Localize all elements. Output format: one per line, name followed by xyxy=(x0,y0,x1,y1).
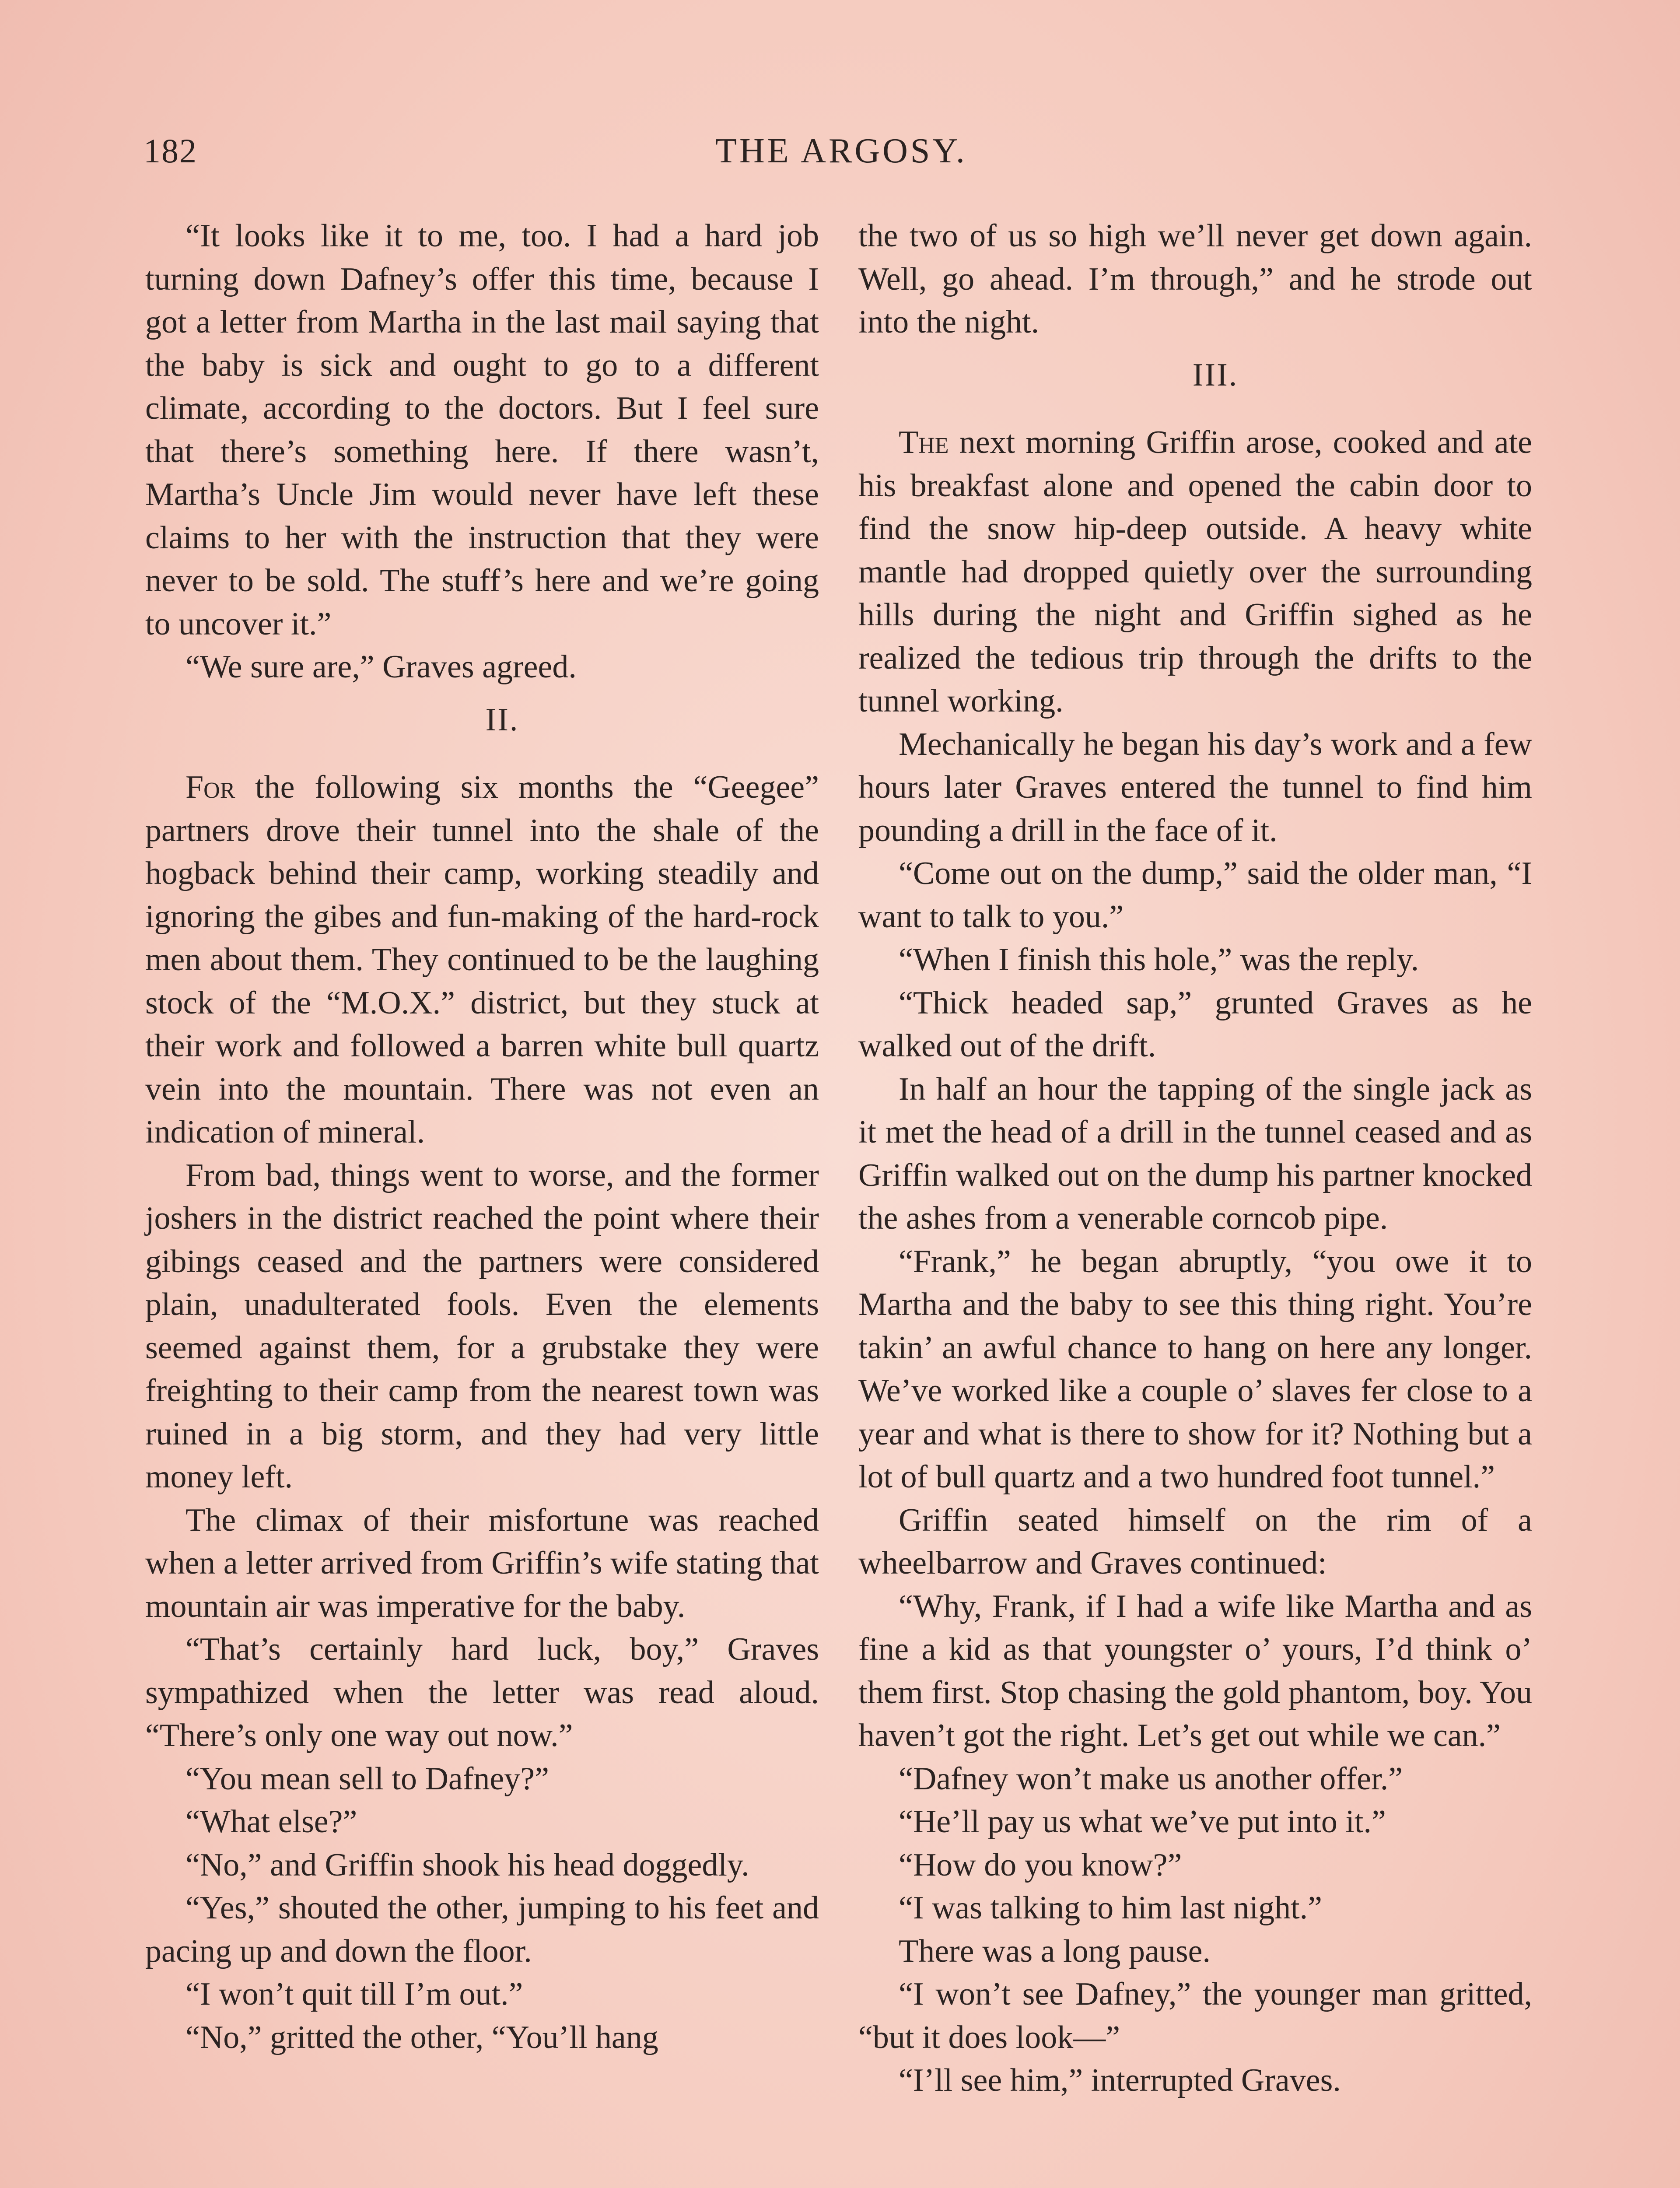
paragraph: “Frank,” he began abruptly, “you owe it to Martha and the baby to see this thing right. You’re takin’ an awful chance to hang on here any longer. We’ve worked like a couple o’ slaves fer close to a year and what is there to show for it? Nothing but a lot of bull quartz and a two hundred foot tunnel.” xyxy=(858,1243,1532,1495)
paragraph: “Come out on the dump,” said the older man, “I want to talk to you.” xyxy=(858,856,1532,935)
paragraph: “Dafney won’t make us another offer.” xyxy=(899,1760,1403,1797)
paragraph: “I’ll see him,” interrupted Graves. xyxy=(899,2062,1341,2098)
lead-in-smallcaps: The xyxy=(899,424,949,460)
paragraph: “He’ll pay us what we’ve put into it.” xyxy=(899,1804,1386,1840)
paragraph: “It looks like it to me, too. I had a hard job turning down Dafney’s offer this time, because I got a letter from Martha in the last mail saying that the baby is sick and ought to go to a different climate, according to the doctors. But I feel sure that there’s something here. If there wasn’t, Martha’s Uncle Jim would never have left these claims to her with the instruction that they were never to be sold. The stuff’s here and we’re going to uncover it.” xyxy=(145,218,819,642)
paragraph xyxy=(145,766,819,1154)
paragraph-continued: the two of us so high we’ll never get down again. Well, go ahead. I’m through,” and he strode out into the night. xyxy=(858,218,1532,340)
section-heading: II. xyxy=(485,701,519,738)
paragraph-text: the following six months the “Geegee” partners drove their tunnel into the shale of the hogback behind their camp, working steadily and ignoring the gibes and fun-making of the hard-rock men about them. They continued to be the laughing stock of the “M.O.X.” district, but they stuck at their work and followed a barren white bull quartz vein into the mountain. There was not even an indication of mineral. xyxy=(145,769,819,1150)
paragraph: There was a long pause. xyxy=(899,1933,1211,1969)
paragraph xyxy=(858,421,1532,723)
paragraph: Mechanically he began his day’s work and a few hours later Graves entered the tunnel to find him pounding a drill in the face of it. xyxy=(858,726,1532,849)
paragraph: “What else?” xyxy=(186,1804,357,1840)
paragraph: “I won’t see Dafney,” the younger man gritted, “but it does look—” xyxy=(858,1976,1532,2055)
paragraph: “No,” and Griffin shook his head doggedly. xyxy=(186,1847,749,1883)
paragraph: From bad, things went to worse, and the former joshers in the district reached the point where their gibings ceased and the partners were considered plain, unadulterated fools. Even the elements seemed against them, for a grubstake they were freighting to their camp from the nearest town was ruined in a big storm, and they had very little money left. xyxy=(145,1157,819,1495)
paragraph: “Yes,” shouted the other, jumping to his feet and pacing up and down the floor. xyxy=(145,1890,819,1969)
paragraph: “No,” gritted the other, “You’ll hang xyxy=(186,2019,658,2055)
paragraph: “Why, Frank, if I had a wife like Martha and as fine a kid as that youngster o’ yours, I’d think o’ them first. Stop chasing the gold phantom, boy. You haven’t got the right. Let’s get out while we can.” xyxy=(858,1588,1532,1753)
paragraph: “We sure are,” Graves agreed. xyxy=(186,649,577,685)
paragraph: “That’s certainly hard luck, boy,” Graves sympathized when the letter was read aloud. “There’s only one way out now.” xyxy=(145,1631,819,1753)
paragraph: “When I finish this hole,” was the reply. xyxy=(899,942,1419,978)
lead-in-smallcaps: For xyxy=(186,769,235,805)
paragraph: “You mean sell to Dafney?” xyxy=(186,1760,549,1797)
paragraph: In half an hour the tapping of the single jack as it met the head of a drill in the tunnel ceased and as Griffin walked out on the dump his partner knocked the ashes from a venerable corncob pipe. xyxy=(858,1071,1532,1236)
right-column xyxy=(858,214,1532,2102)
paragraph: The climax of their misfortune was reached when a letter arrived from Griffin’s wife stating that mountain air was imperative for the baby. xyxy=(145,1502,819,1624)
page-number: 182 xyxy=(144,132,197,170)
paragraph-text: next morning Griffin arose, cooked and ate his breakfast alone and opened the cabin door to find the snow hip-deep outside. A heavy white mantle had dropped quietly over the surrounding hills during the night and Griffin sighed as he realized the tedious trip through the drifts to the tunnel working. xyxy=(858,424,1532,719)
paragraph: Griffin seated himself on the rim of a wheelbarrow and Graves continued: xyxy=(858,1502,1532,1581)
page-header xyxy=(144,131,1539,184)
running-title: THE ARGOSY. xyxy=(715,132,967,170)
paragraph: “How do you know?” xyxy=(899,1847,1182,1883)
left-column xyxy=(145,214,819,2059)
paragraph: “I was talking to him last night.” xyxy=(899,1890,1322,1926)
section-heading: III. xyxy=(1192,357,1239,393)
paragraph: “I won’t quit till I’m out.” xyxy=(186,1976,523,2012)
paragraph: “Thick headed sap,” grunted Graves as he walked out of the drift. xyxy=(858,985,1532,1064)
